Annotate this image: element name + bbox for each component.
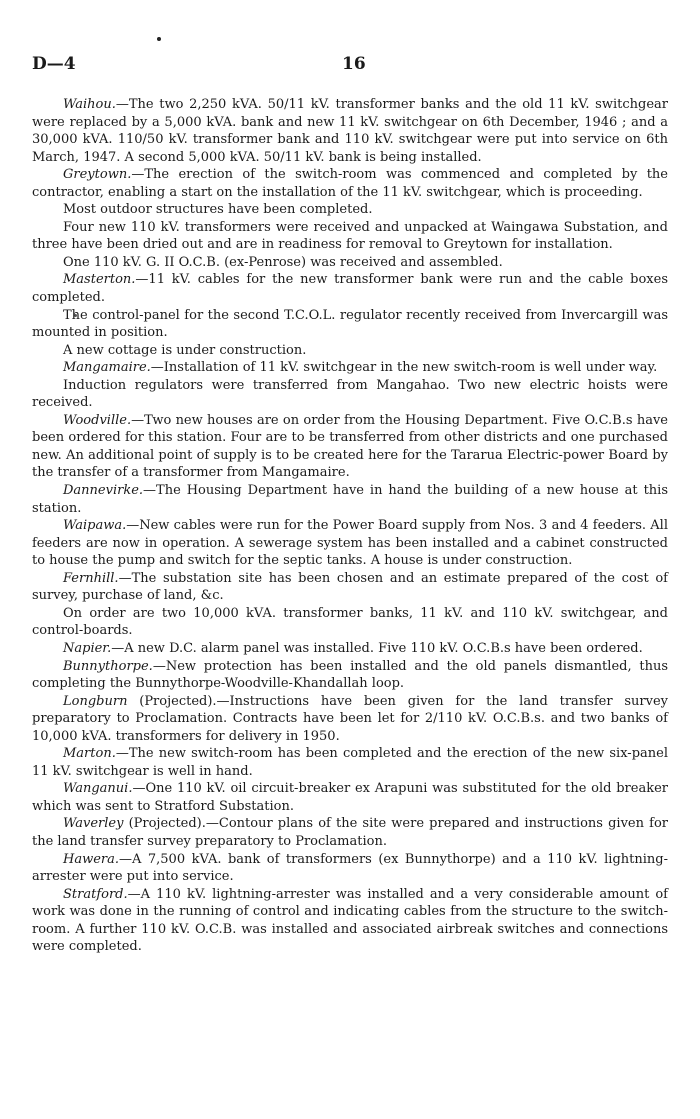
paragraph-text: A new cottage is under construction.	[63, 342, 307, 358]
paragraph	[32, 815, 668, 850]
place-name: Fernhill.	[63, 570, 119, 586]
paragraph	[32, 780, 668, 815]
place-name: Stratford.	[63, 886, 128, 902]
paragraph	[32, 377, 668, 412]
paragraph	[32, 96, 668, 166]
paragraph	[32, 166, 668, 201]
paragraph	[32, 658, 668, 693]
document-reference: D—4	[32, 54, 76, 74]
paragraph-text: —Installation of 11 kV. switchgear in the new switch-room is well under way.	[150, 360, 658, 376]
paragraph-text: —A new D.C. alarm panel was installed. Five 110 kV. O.C.B.s have been ordered.	[111, 640, 643, 656]
page-number: 16	[342, 54, 366, 74]
paragraph-text: —A 110 kV. lightning-arrester was installed and a very considerable amount of work was done in the running of control and indicating cables from the structure to the switch-room. A further 110 kV. O.C.B. was installed and associated airbreak switches and connections were completed.	[32, 886, 668, 955]
paragraph-text: —The erection of the switch-room was commenced and completed by the contractor, enabling a start on the installation of the 11 kV. switchgear, which is proceeding.	[32, 167, 668, 200]
place-name: Hawera.	[63, 851, 120, 867]
place-name: Waihou.	[63, 97, 116, 112]
paragraph-text: The control-panel for the second T.C.O.L. regulator recently received from Invercargill was mounted in position.	[32, 307, 668, 341]
paragraph-text: On order are two 10,000 kVA. transformer banks, 11 kV. and 110 kV. switchgear, and control-boards.	[32, 605, 668, 639]
paragraph	[32, 271, 668, 306]
paragraph-text: One 110 kV. G. II O.C.B. (ex-Penrose) was received and assembled.	[63, 254, 503, 270]
paragraph-text: —New protection has been installed and the old panels dismantled, thus completing the Bunnythorpe-Woodville-Khandallah loop.	[32, 658, 668, 692]
paragraph	[32, 693, 668, 746]
place-name: Marton.	[63, 746, 116, 762]
paragraph	[32, 886, 668, 956]
place-name: Greytown.	[63, 167, 132, 183]
paragraph-text: —Two new houses are on order from the Housing Department. Five O.C.B.s have been ordered for this station. Four are to be transferred from other districts and one purchased new. An additional point of supply is to be created here for the Tararua Electric-power Board by the transfer of a transformer from Mangamaire.	[32, 412, 668, 481]
place-name: Masterton.	[63, 272, 136, 288]
body-text	[32, 96, 668, 956]
paragraph	[32, 851, 668, 886]
paragraph	[32, 640, 668, 658]
paragraph-text: —The Housing Department have in hand the building of a new house at this station.	[32, 483, 668, 516]
paragraph	[32, 605, 668, 640]
page-header	[32, 54, 668, 80]
paragraph	[32, 517, 668, 570]
place-name: Waverley	[63, 816, 124, 832]
paragraph-text: —11 kV. cables for the new transformer bank were run and the cable boxes completed.	[32, 272, 668, 306]
paragraph-text: Most outdoor structures have been completed.	[63, 202, 373, 218]
paragraph-text: —The substation site has been chosen and an estimate prepared of the cost of survey, purchase of land, &c.	[32, 570, 668, 604]
place-name: Woodville.	[63, 412, 132, 428]
paragraph	[32, 745, 668, 780]
paragraph	[32, 570, 668, 605]
paragraph	[32, 219, 668, 254]
paragraph-text: —The two 2,250 kVA. 50/11 kV. transformer banks and the old 11 kV. switchgear were replaced by a 5,000 kVA. bank and new 11 kV. switchgear on 6th December, 1946 ; and a 30,000 kVA. 110/50 kV. transformer bank and 110 kV. switchgear were put into service on 6th March, 1947. A second 5,000 kVA. 50/11 kV. bank is being installed.	[32, 97, 668, 165]
paragraph	[32, 412, 668, 482]
place-name: Napier.	[63, 640, 112, 656]
paragraph-text: (Projected).—Instructions have been given for the land transfer survey preparatory to Proclamation. Contracts have been let for 2/110 kV. O.C.B.s. and two banks of 10,000 kVA. transformers for delivery in 1950.	[32, 693, 668, 744]
paragraph	[32, 359, 668, 377]
print-mark	[157, 37, 161, 41]
document-page	[32, 0, 668, 1119]
paragraph-text: —A 7,500 kVA. bank of transformers (ex Bunnythorpe) and a 110 kV. lightning-arrester were put into service.	[32, 851, 668, 885]
paragraph	[32, 254, 668, 272]
paragraph-text: (Projected).—Contour plans of the site were prepared and instructions given for the land transfer survey preparatory to Proclamation.	[32, 816, 668, 849]
paragraph-text: —New cables were run for the Power Board supply from Nos. 3 and 4 feeders. All feeders are now in operation. A sewerage system has been installed and a cabinet constructed to house the pump and switch for the septic tanks. A house is under construction.	[32, 518, 668, 569]
paragraph-text: Four new 110 kV. transformers were received and unpacked at Waingawa Substation, and three have been dried out and are in readiness for removal to Greytown for installation.	[32, 219, 668, 253]
paragraph-text: —The new switch-room has been completed and the erection of the new six-panel 11 kV. switchgear is well in hand.	[32, 746, 668, 779]
place-name: Mangamaire.	[63, 360, 151, 376]
paragraph	[32, 201, 668, 219]
paragraph	[32, 307, 668, 342]
place-name: Waipawa.	[63, 518, 127, 534]
paragraph	[32, 342, 668, 360]
place-name: Dannevirke.	[63, 483, 144, 499]
place-name: Bunnythorpe.	[63, 658, 153, 674]
paragraph-text: Induction regulators were transferred from Mangahao. Two new electric hoists were received.	[32, 377, 668, 411]
paragraph-text: —One 110 kV. oil circuit-breaker ex Arapuni was substituted for the old breaker which was sent to Stratford Substation.	[32, 781, 668, 814]
paragraph	[32, 482, 668, 517]
place-name: Wanganui.	[63, 781, 133, 797]
place-name: Longburn	[63, 693, 128, 709]
